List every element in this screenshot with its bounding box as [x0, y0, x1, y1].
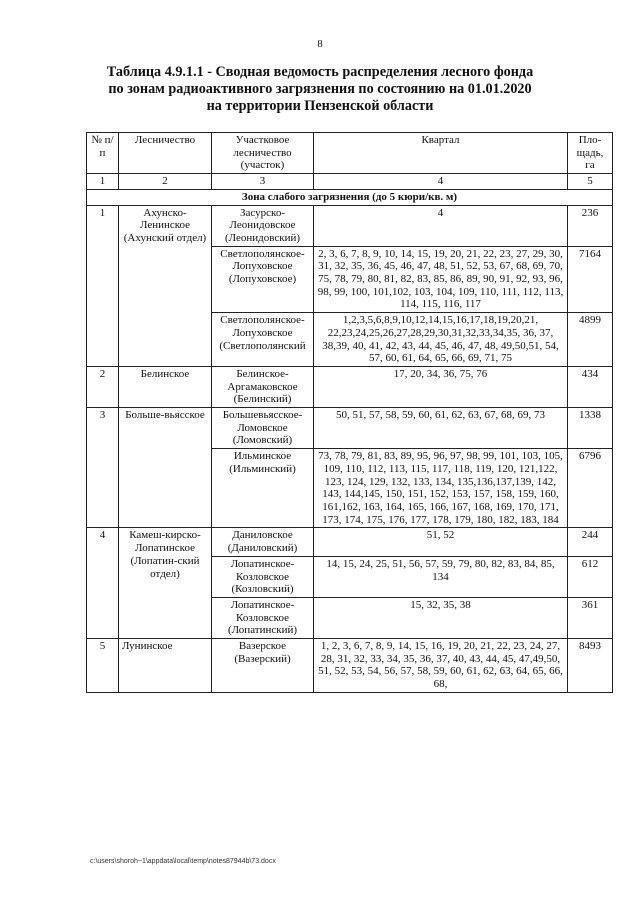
- row-quarters: 1, 2, 3, 6, 7, 8, 9, 14, 15, 16, 19, 20, 21, 22, 23, 24, 27, 28, 31, 32, 33, 34, 35, 36, 37, 40, 43, 44, 45, 47,49,50, 51, 52, 53, 54, 56, 57, 58, 59, 60, 61, 62, 63, 64, 65, 66, 68,: [314, 639, 568, 693]
- column-number: 4: [314, 174, 568, 190]
- row-area: 7164: [568, 246, 613, 313]
- row-forestry: Больше-вьясское: [119, 408, 212, 528]
- header-forestry: Лесничество: [119, 133, 212, 174]
- row-forestry: Ахунско-Ленинское (Ахунский отдел): [119, 205, 212, 366]
- title-line-1: Таблица 4.9.1.1 - Сводная ведомость распределения лесного фонда: [106, 64, 534, 80]
- row-quarters: 17, 20, 34, 36, 75, 76: [314, 366, 568, 407]
- page-number: 8: [317, 38, 323, 50]
- row-area: 4899: [568, 313, 613, 367]
- row-district: Засурско-Леонидовское (Леонидовский): [212, 205, 314, 246]
- row-area: 612: [568, 556, 613, 597]
- table-row: [87, 528, 613, 556]
- row-num: 2: [87, 366, 119, 407]
- row-quarters: 50, 51, 57, 58, 59, 60, 61, 62, 63, 67, 68, 69, 73: [314, 408, 568, 449]
- row-quarters: 73, 78, 79, 81, 83, 89, 95, 96, 97, 98, 99, 101, 103, 105, 109, 110, 112, 113, 115, 117, 118, 119, 120, 121,122, 123, 124, 129, 132, 133, 134, 135,136,137,139, 142, 143, 144,145, 150, 151, 152, 153, 157, 158, 159, 160, 161,162, 163, 164, 165, 166, 167, 168, 169, 170, 171, 173, 174, 175, 176, 177, 178, 179, 180, 182, 183, 184: [314, 449, 568, 528]
- row-district: Светлополянское-Лопуховское (Лопуховское): [212, 246, 314, 313]
- column-number: 5: [568, 174, 613, 190]
- table-title: [60, 64, 580, 115]
- row-area: 236: [568, 205, 613, 246]
- row-area: 434: [568, 366, 613, 407]
- row-num: 5: [87, 639, 119, 693]
- row-area: 6796: [568, 449, 613, 528]
- row-quarters: 4: [314, 205, 568, 246]
- zone-row: [87, 189, 613, 205]
- row-quarters: 1,2,3,5,6,8,9,10,12,14,15,16,17,18,19,20,21, 22,23,24,25,26,27,28,29,30,31,32,33,34,35, 36, 37, 38,39, 40, 41, 42, 43, 44, 45, 46, 47, 48, 49,50,51, 54, 57, 60, 61, 64, 65, 66, 69, 71, 75: [314, 313, 568, 367]
- row-forestry: Камеш-кирско-Лопатинское (Лопатин-ский отдел): [119, 528, 212, 639]
- row-area: 244: [568, 528, 613, 556]
- row-district: Вазерское (Вазерский): [212, 639, 314, 693]
- zone-title: Зона слабого загрязнения (до 5 кюри/кв. м): [87, 189, 613, 205]
- row-district: Белинское-Аргамаковское (Белинский): [212, 366, 314, 407]
- header-row: [87, 133, 613, 174]
- row-quarters: 2, 3, 6, 7, 8, 9, 10, 14, 15, 19, 20, 21, 22, 23, 27, 29, 30, 31, 32, 35, 36, 45, 46, 47, 48, 51, 52, 53, 67, 68, 69, 70, 75, 78, 79, 80, 81, 82, 83, 85, 86, 89, 90, 91, 92, 93, 96, 98, 99, 100, 101,102, 103, 104, 109, 110, 111, 112, 113, 114, 115, 116, 117: [314, 246, 568, 313]
- header-num: № п/п: [87, 133, 119, 174]
- row-district: Большевьясское-Ломовское (Ломовский): [212, 408, 314, 449]
- row-quarters: 15, 32, 35, 38: [314, 597, 568, 638]
- column-number: 2: [119, 174, 212, 190]
- row-district: Даниловское (Даниловский): [212, 528, 314, 556]
- row-district: Лопатинское-Козловское (Козловский): [212, 556, 314, 597]
- table-row: [87, 366, 613, 407]
- row-num: 4: [87, 528, 119, 639]
- column-number-row: [87, 174, 613, 190]
- row-forestry: Белинское: [119, 366, 212, 407]
- row-district: Лопатинское-Козловское (Лопатинский): [212, 597, 314, 638]
- title-line-3: на территории Пензенской области: [206, 98, 434, 114]
- table-row: [87, 639, 613, 693]
- row-area: 8493: [568, 639, 613, 693]
- row-area: 1338: [568, 408, 613, 449]
- row-quarters: 14, 15, 24, 25, 51, 56, 57, 59, 79, 80, 82, 83, 84, 85, 134: [314, 556, 568, 597]
- row-area: 361: [568, 597, 613, 638]
- column-number: 3: [212, 174, 314, 190]
- column-number: 1: [87, 174, 119, 190]
- header-quarter: Квартал: [314, 133, 568, 174]
- header-area: Пло-щадь, га: [568, 133, 613, 174]
- footer-file-path: c:\users\shoroh~1\appdata\local\temp\notes87944b\73.docx: [90, 858, 276, 865]
- forest-fund-table: [86, 132, 613, 693]
- title-line-2: по зонам радиоактивного загрязнения по состоянию на 01.01.2020: [108, 81, 532, 97]
- row-district: Светлополянское-Лопуховское (Светлополянский: [212, 313, 314, 367]
- row-district: Ильминское (Ильминский): [212, 449, 314, 528]
- row-forestry: Лунинское: [119, 639, 212, 693]
- header-district: Участковое лесничество (участок): [212, 133, 314, 174]
- row-num: 1: [87, 205, 119, 366]
- table-row: [87, 205, 613, 246]
- table-row: [87, 408, 613, 449]
- row-num: 3: [87, 408, 119, 528]
- row-quarters: 51, 52: [314, 528, 568, 556]
